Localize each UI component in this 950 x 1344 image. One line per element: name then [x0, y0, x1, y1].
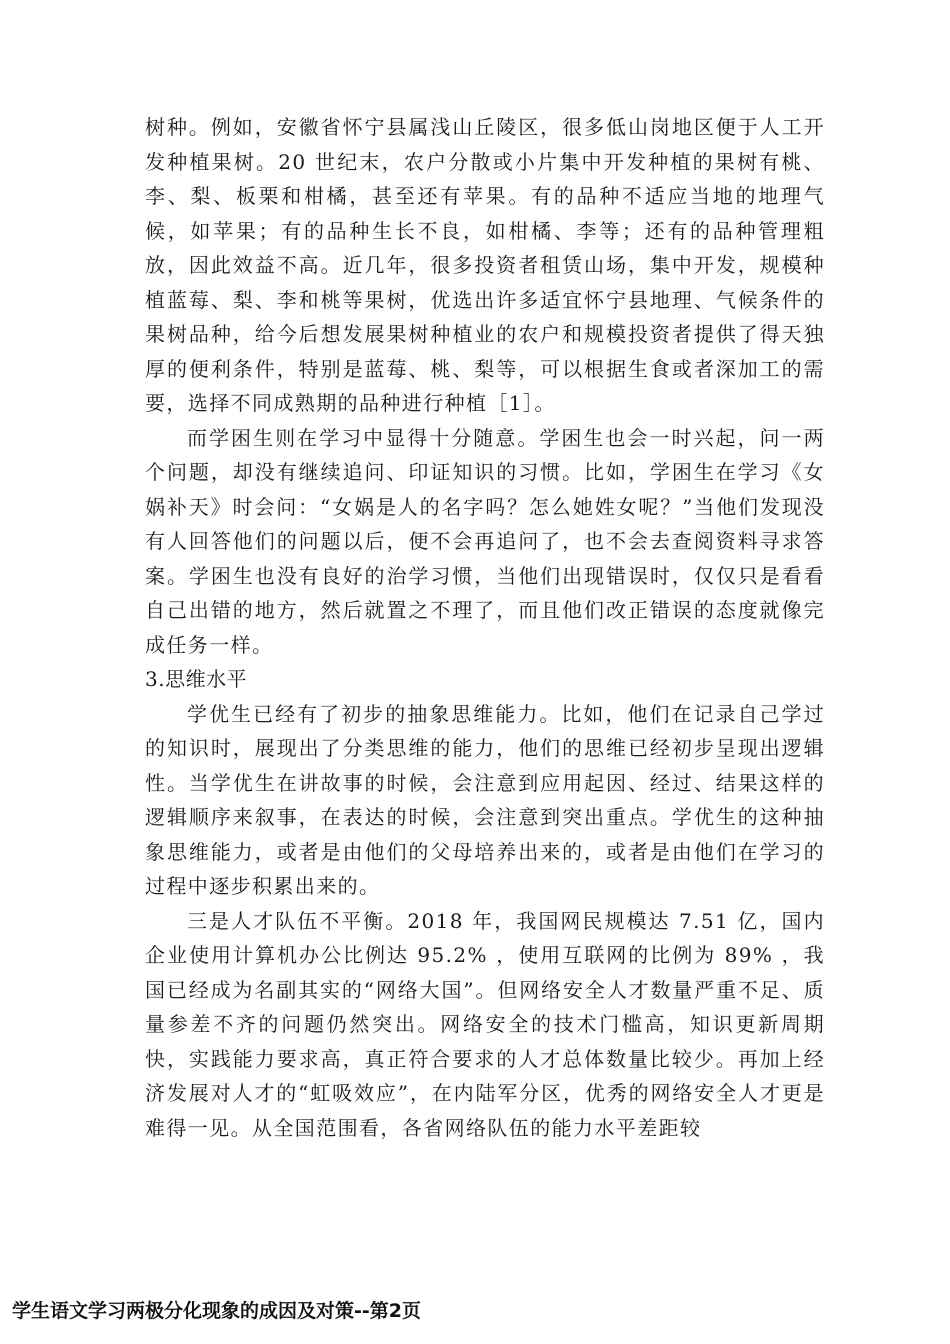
section-heading-thinking-level: 3.思维水平 — [145, 667, 248, 691]
document-body — [145, 110, 825, 1145]
paragraph-struggling-students: 而学困生则在学习中显得十分随意。学困生也会一时兴起，问一两个问题，却没有继续追问、印证知识的习惯。比如，学困生在学习《女娲补天》时会问：“女娲是人的名字吗？怎么她姓女呢？”当他们发现没有人回答他们的问题以后，便不会再追问了，也不会去查阅资料寻求答案。学困生也没有良好的治学习惯，当他们出现错误时，仅仅只是看看自己出错的地方，然后就置之不理了，而且他们改正错误的态度就像完成任务一样。 — [145, 425, 825, 657]
paragraph-fruit-trees: 树种。例如，安徽省怀宁县属浅山丘陵区，很多低山岗地区便于人工开发种植果树。20 世纪末，农户分散或小片集中开发种植的果树有桃、李、梨、板栗和柑橘，甚至还有苹果。有的品种不适应当地的地理气候，如苹果；有的品种生长不良，如柑橘、李等；还有的品种管理粗放，因此效益不高。近几年，很多投资者租赁山场，集中开发，规模种植蓝莓、梨、李和桃等果树，优选出许多适宜怀宁县地理、气候条件的果树品种，给今后想发展果树种植业的农户和规模投资者提供了得天独厚的便利条件，特别是蓝莓、桃、梨等，可以根据生食或者深加工的需要，选择不同成熟期的品种进行种植［1］。 — [145, 115, 825, 415]
paragraph-talent-imbalance: 三是人才队伍不平衡。2018 年，我国网民规模达 7.51 亿，国内企业使用计算机办公比例达 95.2% ，使用互联网的比例为 89% ，我国已经成为名副其实的“网络大国”。但网络安全人才数量严重不足、质量参差不齐的问题仍然突出。网络安全的技术门槛高，知识更新周期快，实践能力要求高，真正符合要求的人才总体数量比较少。再加上经济发展对人才的“虹吸效应”，在内陆军分区，优秀的网络安全人才更是难得一见。从全国范围看，各省网络队伍的能力水平差距较 — [145, 908, 825, 1140]
paragraph-top-students-thinking: 学优生已经有了初步的抽象思维能力。比如，他们在记录自己学过的知识时，展现出了分类思维的能力，他们的思维已经初步呈现出逻辑性。当学优生在讲故事的时候，会注意到应用起因、经过、结果这样的逻辑顺序来叙事，在表达的时候，会注意到突出重点。学优生的这种抽象思维能力，或者是由他们的父母培养出来的，或者是由他们在学习的过程中逐步积累出来的。 — [145, 701, 825, 898]
page-footer: 学生语文学习两极分化现象的成因及对策--第2页 — [12, 1300, 421, 1322]
